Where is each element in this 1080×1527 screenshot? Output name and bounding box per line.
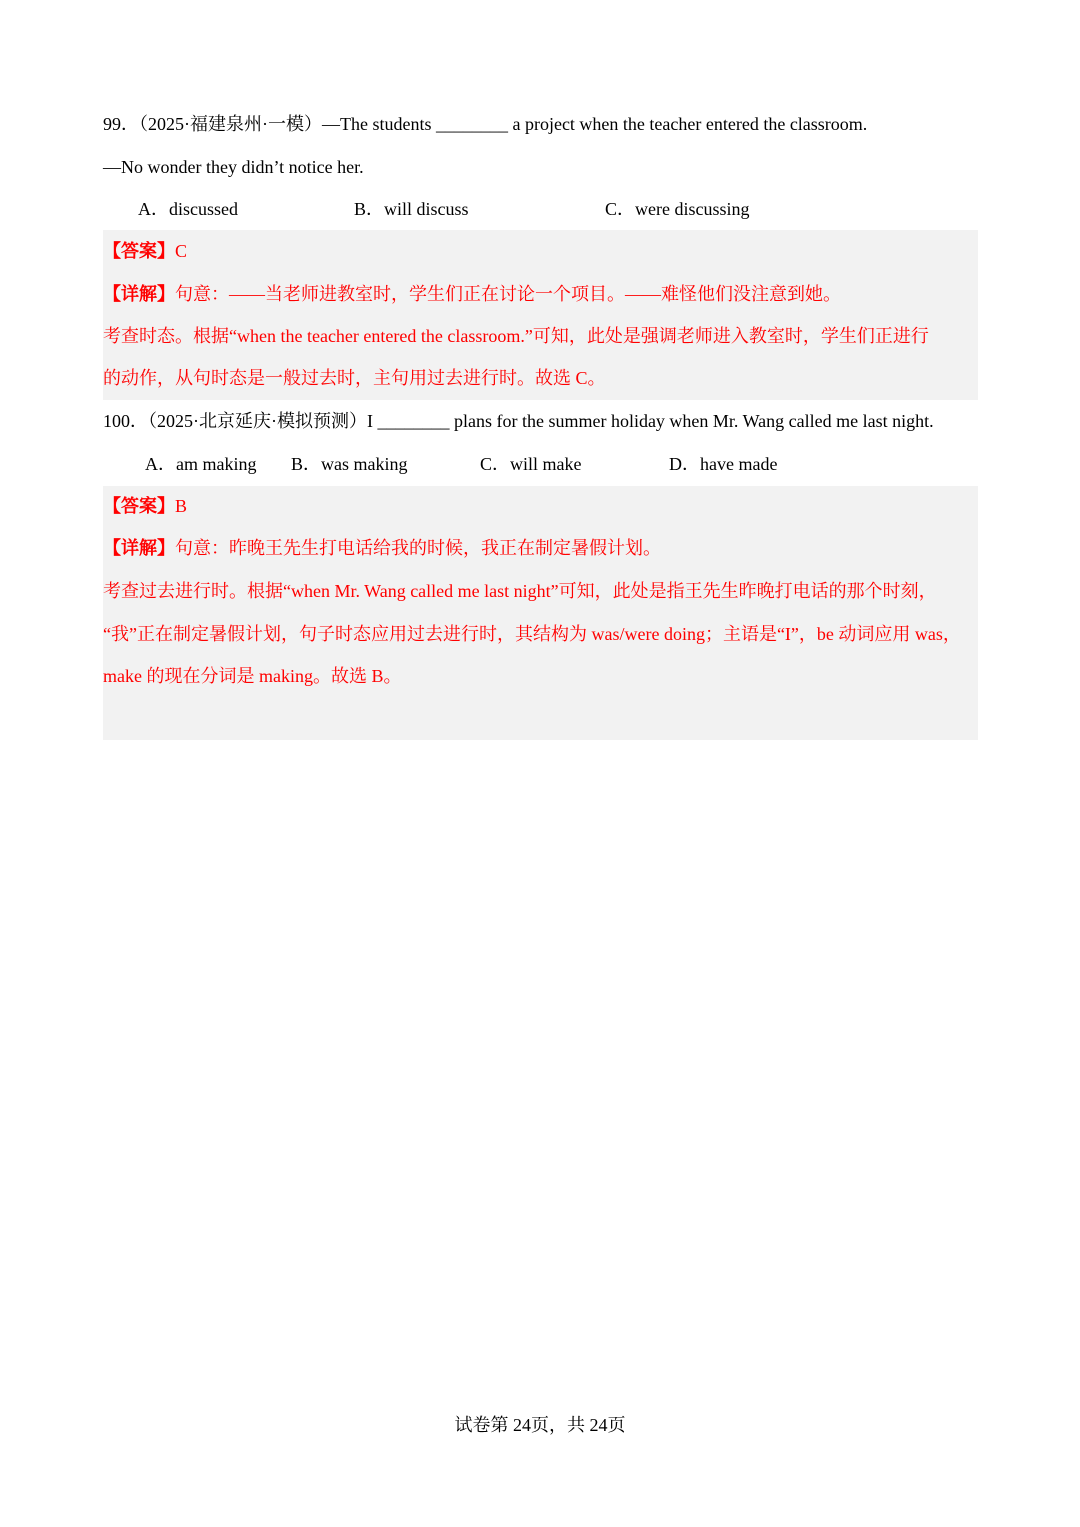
question-100-option-a: A．am making	[145, 454, 257, 474]
question-99-detail-3: 的动作，从句时态是一般过去时，主句用过去进行时。故选 C。	[103, 368, 606, 388]
question-100-detail-4: make 的现在分词是 making。故选 B。	[103, 666, 402, 686]
answer-value: B	[175, 496, 188, 516]
detail-tag: 【详解】	[103, 284, 175, 304]
question-100-detail-2: 考查过去进行时。根据“when Mr. Wang called me last night”可知，此处是指王先生昨晚打电话的那个时刻，	[103, 581, 937, 601]
detail-text: 句意：昨晚王先生打电话给我的时候，我正在制定暑假计划。	[175, 538, 661, 558]
answer-tag: 【答案】	[103, 241, 175, 261]
question-99-option-a: A．discussed	[138, 199, 238, 219]
question-100-detail-3: “我”正在制定暑假计划，句子时态应用过去进行时，其结构为 was/were doing；主语是“I”，be 动词应用 was，	[103, 624, 961, 644]
question-100-option-c: C．will make	[480, 454, 582, 474]
question-99-detail-2: 考查时态。根据“when the teacher entered the classroom.”可知，此处是强调老师进入教室时，学生们正进行	[103, 326, 929, 346]
question-100-detail-1	[103, 534, 978, 562]
question-99-option-b: B．will discuss	[354, 199, 469, 219]
detail-text: 句意：——当老师进教室时，学生们正在讨论一个项目。——难怪他们没注意到她。	[175, 284, 841, 304]
question-99-reply: —No wonder they didn’t notice her.	[103, 157, 364, 177]
question-100-option-d: D．have made	[669, 454, 778, 474]
question-100-answer	[103, 492, 978, 520]
detail-tag: 【详解】	[103, 538, 175, 558]
page-footer: 试卷第 24页，共 24页	[454, 1415, 626, 1435]
question-99-option-c: C．were discussing	[605, 199, 750, 219]
question-100-stem: 100．（2025·北京延庆·模拟预测）I ________ plans for the summer holiday when Mr. Wang called me last night.	[103, 411, 934, 431]
question-99-detail-1	[103, 280, 978, 308]
question-100-option-b: B．was making	[291, 454, 408, 474]
answer-value: C	[175, 241, 188, 261]
question-100-answer-box	[103, 486, 978, 740]
question-99-answer	[103, 237, 978, 265]
question-99-stem: 99．（2025·福建泉州·一模）—The students ________ a project when the teacher entered the classroom.	[103, 114, 868, 134]
answer-tag: 【答案】	[103, 496, 175, 516]
